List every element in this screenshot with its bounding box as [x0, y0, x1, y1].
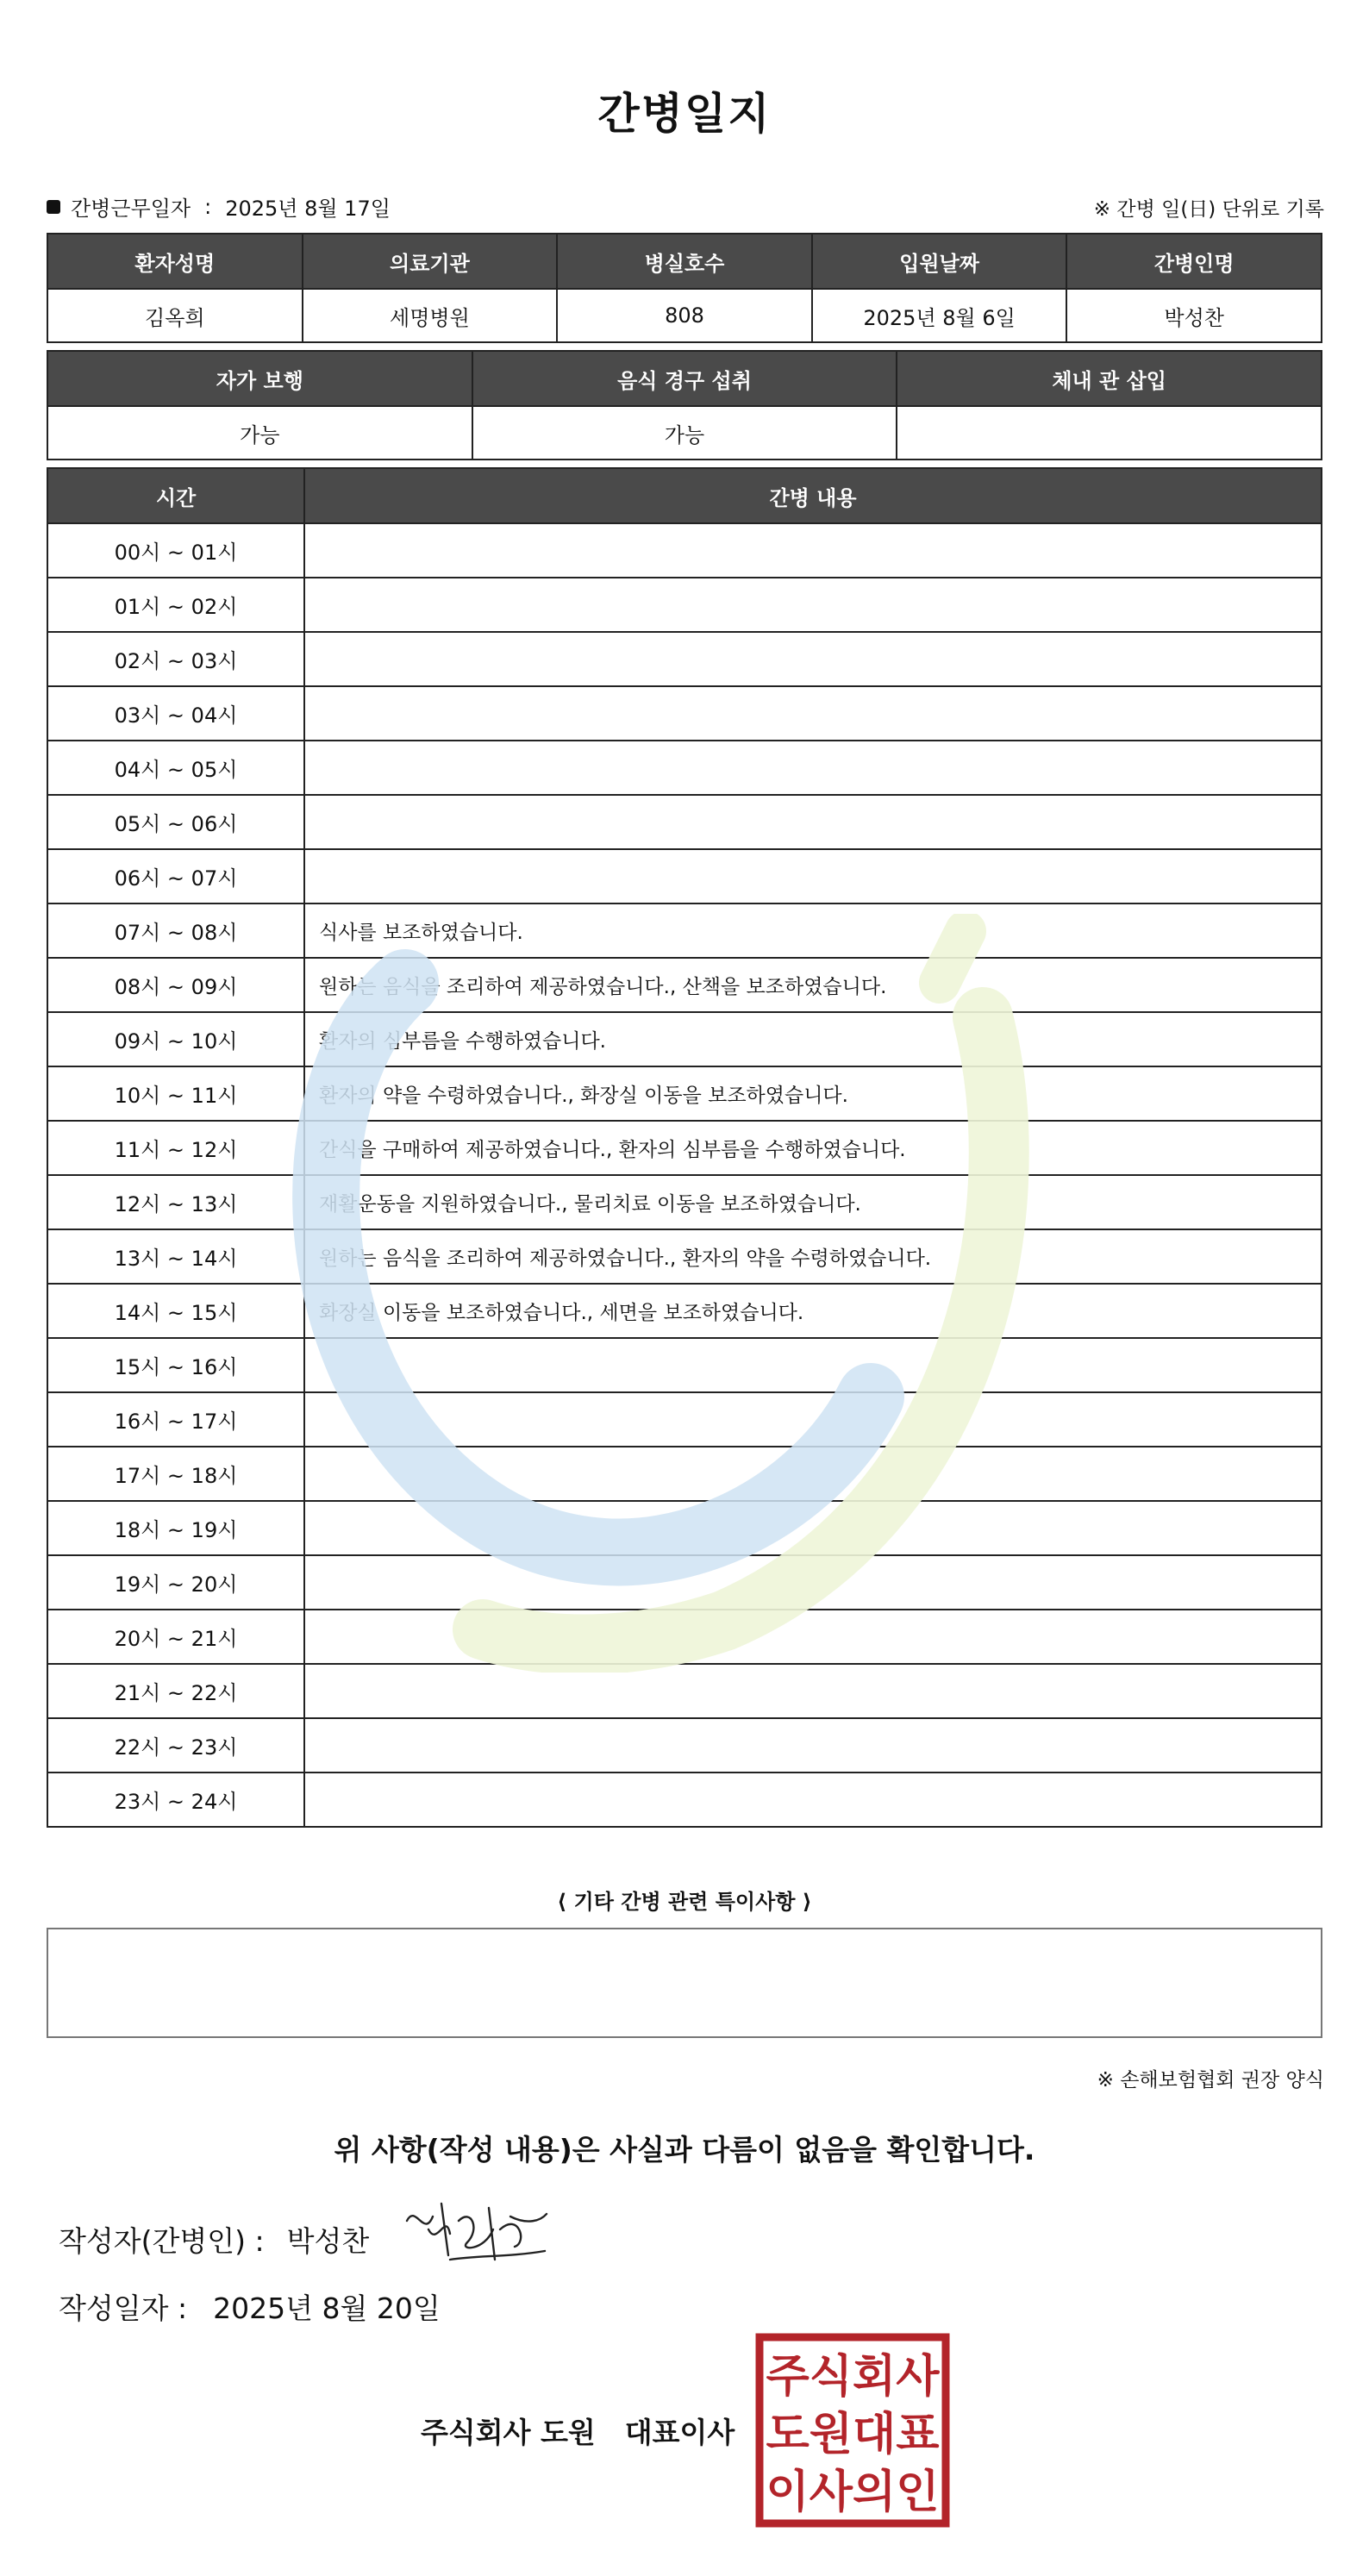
time-slot: 17시 ~ 18시	[47, 1447, 304, 1501]
header-hospital: 의료기관	[303, 234, 558, 289]
header-tube-insertion: 체내 관 삽입	[897, 351, 1322, 406]
admission-date: 2025년 8월 6일	[812, 289, 1067, 342]
hospital-name: 세명병원	[303, 289, 558, 342]
header-patient-name: 환자성명	[47, 234, 303, 289]
table-row	[47, 1175, 1322, 1229]
care-content	[304, 686, 1322, 741]
table-row	[47, 795, 1322, 849]
care-content	[304, 1392, 1322, 1447]
care-content	[304, 1718, 1322, 1773]
write-date-value: 2025년 8월 20일	[213, 2292, 441, 2325]
table-row	[47, 1066, 1322, 1121]
time-slot: 13시 ~ 14시	[47, 1229, 304, 1284]
time-slot: 10시 ~ 11시	[47, 1066, 304, 1121]
care-content	[304, 578, 1322, 632]
time-slot: 08시 ~ 09시	[47, 958, 304, 1012]
header-care-content: 간병 내용	[304, 468, 1322, 523]
seal-line-2: 도원대표	[766, 2409, 940, 2460]
care-content: 재활운동을 지원하였습니다., 물리치료 이동을 보조하였습니다.	[304, 1175, 1322, 1229]
table-row	[47, 1718, 1322, 1773]
table-row	[47, 686, 1322, 741]
time-slot: 14시 ~ 15시	[47, 1284, 304, 1338]
tube-insertion-value	[897, 406, 1322, 460]
writer-label: 작성자(간병인) :	[59, 2224, 265, 2258]
bullet-square-icon	[47, 200, 60, 214]
table-row	[47, 1610, 1322, 1664]
table-row	[47, 1229, 1322, 1284]
header-time: 시간	[47, 468, 304, 523]
table-row	[47, 406, 1322, 460]
document-title: 간병일지	[597, 89, 772, 139]
confirm-statement: 위 사항(작성 내용)은 사실과 다름이 없음을 확인합니다.	[334, 2133, 1035, 2166]
work-date-separator: :	[204, 194, 212, 219]
care-content: 식사를 보조하였습니다.	[304, 903, 1322, 958]
table-row	[47, 1501, 1322, 1555]
care-content: 환자의 심부름을 수행하였습니다.	[304, 1012, 1322, 1066]
table-row	[47, 1664, 1322, 1718]
table-header-row	[47, 234, 1322, 289]
table-row	[47, 1284, 1322, 1338]
oral-intake-value: 가능	[472, 406, 897, 460]
table-row	[47, 849, 1322, 903]
time-slot: 11시 ~ 12시	[47, 1121, 304, 1175]
caregiver-name: 박성찬	[1066, 289, 1322, 342]
header-admission-date: 입원날짜	[812, 234, 1067, 289]
care-content: 간식을 구매하여 제공하였습니다., 환자의 심부름을 수행하였습니다.	[304, 1121, 1322, 1175]
patient-info-table	[47, 233, 1322, 343]
care-content	[304, 849, 1322, 903]
header-oral-intake: 음식 경구 섭취	[472, 351, 897, 406]
company-name: 주식회사 도원	[421, 2416, 596, 2449]
time-slot: 22시 ~ 23시	[47, 1718, 304, 1773]
header-self-walking: 자가 보행	[47, 351, 472, 406]
care-content	[304, 1773, 1322, 1827]
company-seal-stamp	[755, 2333, 950, 2528]
table-row	[47, 903, 1322, 958]
time-slot: 04시 ~ 05시	[47, 741, 304, 795]
table-row	[47, 1392, 1322, 1447]
table-row	[47, 1555, 1322, 1610]
time-slot: 00시 ~ 01시	[47, 523, 304, 578]
seal-line-1: 주식회사	[766, 2351, 940, 2403]
care-schedule-table	[47, 467, 1322, 1828]
time-slot: 01시 ~ 02시	[47, 578, 304, 632]
notes-title: ⟨ 기타 간병 관련 특이사항 ⟩	[557, 1890, 812, 1914]
notes-box	[47, 1928, 1322, 2038]
write-date-label: 작성일자 :	[59, 2292, 188, 2325]
table-header-row	[47, 351, 1322, 406]
table-row	[47, 1012, 1322, 1066]
care-content	[304, 1501, 1322, 1555]
time-slot: 02시 ~ 03시	[47, 632, 304, 686]
time-slot: 18시 ~ 19시	[47, 1501, 304, 1555]
company-line	[421, 2410, 735, 2451]
care-content	[304, 1338, 1322, 1392]
writer-name: 박성찬	[286, 2224, 370, 2258]
patient-status-table	[47, 350, 1322, 460]
table-header-row	[47, 468, 1322, 523]
company-role: 대표이사	[624, 2416, 735, 2449]
care-content: 환자의 약을 수령하였습니다., 화장실 이동을 보조하였습니다.	[304, 1066, 1322, 1121]
recommend-note: ※ 손해보험협회 권장 양식	[1097, 2069, 1324, 2091]
time-slot: 12시 ~ 13시	[47, 1175, 304, 1229]
time-slot: 03시 ~ 04시	[47, 686, 304, 741]
time-slot: 16시 ~ 17시	[47, 1392, 304, 1447]
care-content	[304, 1447, 1322, 1501]
time-slot: 09시 ~ 10시	[47, 1012, 304, 1066]
write-date-line	[59, 2286, 441, 2327]
care-content	[304, 741, 1322, 795]
table-row	[47, 741, 1322, 795]
header-room-number: 병실호수	[557, 234, 812, 289]
writer-line	[59, 2219, 369, 2260]
time-slot: 23시 ~ 24시	[47, 1773, 304, 1827]
table-row	[47, 958, 1322, 1012]
record-note: ※ 간병 일(日) 단위로 기록	[1093, 198, 1324, 221]
table-row	[47, 578, 1322, 632]
care-content	[304, 523, 1322, 578]
table-row	[47, 1121, 1322, 1175]
work-date-value: 2025년 8월 17일	[225, 197, 391, 221]
time-slot: 07시 ~ 08시	[47, 903, 304, 958]
seal-line-3: 이사의인	[766, 2467, 940, 2518]
table-row	[47, 1773, 1322, 1827]
care-content	[304, 1610, 1322, 1664]
time-slot: 19시 ~ 20시	[47, 1555, 304, 1610]
table-row	[47, 632, 1322, 686]
care-content	[304, 795, 1322, 849]
work-date-label: 간병근무일자	[71, 197, 191, 221]
table-row	[47, 1338, 1322, 1392]
care-content	[304, 1555, 1322, 1610]
care-content: 원하는 음식을 조리하여 제공하였습니다., 환자의 약을 수령하였습니다.	[304, 1229, 1322, 1284]
time-slot: 05시 ~ 06시	[47, 795, 304, 849]
patient-name: 김옥희	[47, 289, 303, 342]
table-row	[47, 523, 1322, 578]
care-content	[304, 632, 1322, 686]
time-slot: 15시 ~ 16시	[47, 1338, 304, 1392]
time-slot: 21시 ~ 22시	[47, 1664, 304, 1718]
time-slot: 20시 ~ 21시	[47, 1610, 304, 1664]
room-number: 808	[557, 289, 812, 342]
care-content	[304, 1664, 1322, 1718]
header-caregiver-name: 간병인명	[1066, 234, 1322, 289]
self-walking-value: 가능	[47, 406, 472, 460]
work-date	[47, 191, 391, 222]
time-slot: 06시 ~ 07시	[47, 849, 304, 903]
care-content: 원하는 음식을 조리하여 제공하였습니다., 산책을 보조하였습니다.	[304, 958, 1322, 1012]
table-row	[47, 289, 1322, 342]
care-content: 화장실 이동을 보조하였습니다., 세면을 보조하였습니다.	[304, 1284, 1322, 1338]
table-row	[47, 1447, 1322, 1501]
signature-image	[398, 2195, 553, 2273]
